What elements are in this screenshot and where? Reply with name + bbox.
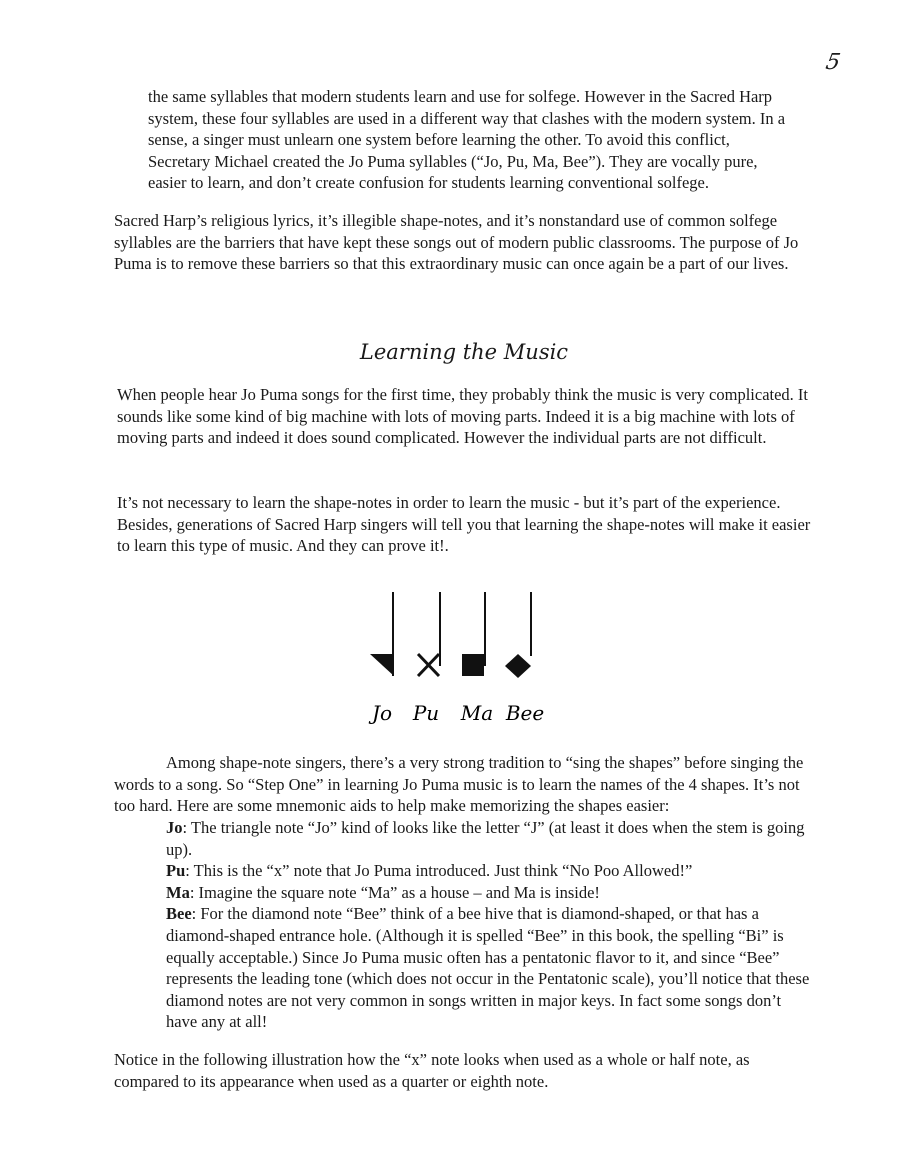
list-item xyxy=(166,817,816,860)
mnemonic-text: : This is the “x” note that Jo Puma introduced. Just think “No Poo Allowed!” xyxy=(185,861,693,881)
shape-label-ma: Ma xyxy=(460,701,494,725)
page-number: 5 xyxy=(823,50,843,75)
section-heading: Learning the Music xyxy=(359,340,569,364)
mnemonic-term: Jo xyxy=(166,818,183,837)
shape-notes-figure xyxy=(360,588,560,738)
mnemonic-text: : For the diamond note “Bee” think of a bee hive that is diamond-shaped, or that has a diamond-shaped entrance hole. (Although it is spelled “Bee” in this book, the spelling “Bi” is equally acceptable.) Since Jo Puma music often has a pentatonic flavor to it, and since “Bee” represents the leading tone (which does not occur in the Pentatonic scale), you’ll notice that these diamond notes are not very common in songs written in major keys. In fact some songs don’t have any at all! xyxy=(166,904,810,1032)
mnemonic-list xyxy=(166,817,816,1033)
shape-label-pu: Pu xyxy=(412,701,440,725)
mnemonic-term: Pu xyxy=(166,861,186,881)
shape-label-jo: Jo xyxy=(371,701,393,725)
mnemonic-text: : Imagine the square note “Ma” as a house – and Ma is inside! xyxy=(189,882,600,902)
mnemonic-term: Ma xyxy=(166,882,190,902)
shape-label-bee: Bee xyxy=(505,701,545,725)
list-item xyxy=(166,882,816,904)
list-item xyxy=(166,903,816,1033)
triangle-note-icon xyxy=(370,654,394,676)
x-note-icon xyxy=(418,654,439,676)
square-note-icon xyxy=(462,654,484,676)
first-time-paragraph: When people hear Jo Puma songs for the first time, they probably think the music is very complicated. It sounds like some kind of big machine with lots of moving parts. Indeed it is a big machine with lots of moving parts and indeed it does sound complicated. However the individual parts are not difficult. xyxy=(117,385,809,448)
intro-indented-paragraph: the same syllables that modern students learn and use for solfege. However in the Sacred Harp system, these four syllables are used in a different way that clashes with the modern system. In a sense, a singer must unlearn one system before learning the other. To avoid this conflict, Secretary Michael created the Jo Puma syllables (“Jo, Pu, Ma, Bee”). They are vocally pure, easier to learn, and don’t create confusion for students learning conventional solfege. xyxy=(148,87,786,193)
mnemonic-term: Bee xyxy=(166,904,192,924)
among-paragraph: Among shape-note singers, there’s a very strong tradition to “sing the shapes” before singing the words to a song. So “Step One” in learning Jo Puma music is to learn the names of the 4 shapes. It’s not too hard. Here are some mnemonic aids to help make memorizing the shapes easier: xyxy=(114,753,804,816)
mnemonic-text: : The triangle note “Jo” kind of looks like the letter “J” (at least it does when the stem is going up). xyxy=(166,818,805,859)
notice-paragraph: Notice in the following illustration how the “x” note looks when used as a whole or half note, as compared to its appearance when used as a quarter or eighth note. xyxy=(114,1050,750,1091)
list-item xyxy=(166,860,816,882)
barriers-paragraph: Sacred Harp’s religious lyrics, it’s illegible shape-notes, and it’s nonstandard use of common solfege syllables are the barriers that have kept these songs out of modern public classrooms. The purpose of Jo Puma is to remove these barriers so that this extraordinary music can once again be a part of our lives. xyxy=(114,211,799,274)
diamond-note-icon xyxy=(505,654,531,678)
not-necessary-paragraph: It’s not necessary to learn the shape-notes in order to learn the music - but it’s part of the experience. Besides, generations of Sacred Harp singers will tell you that learning the shape-notes will make it easier to learn this type of music. And they can prove it!. xyxy=(117,493,811,556)
